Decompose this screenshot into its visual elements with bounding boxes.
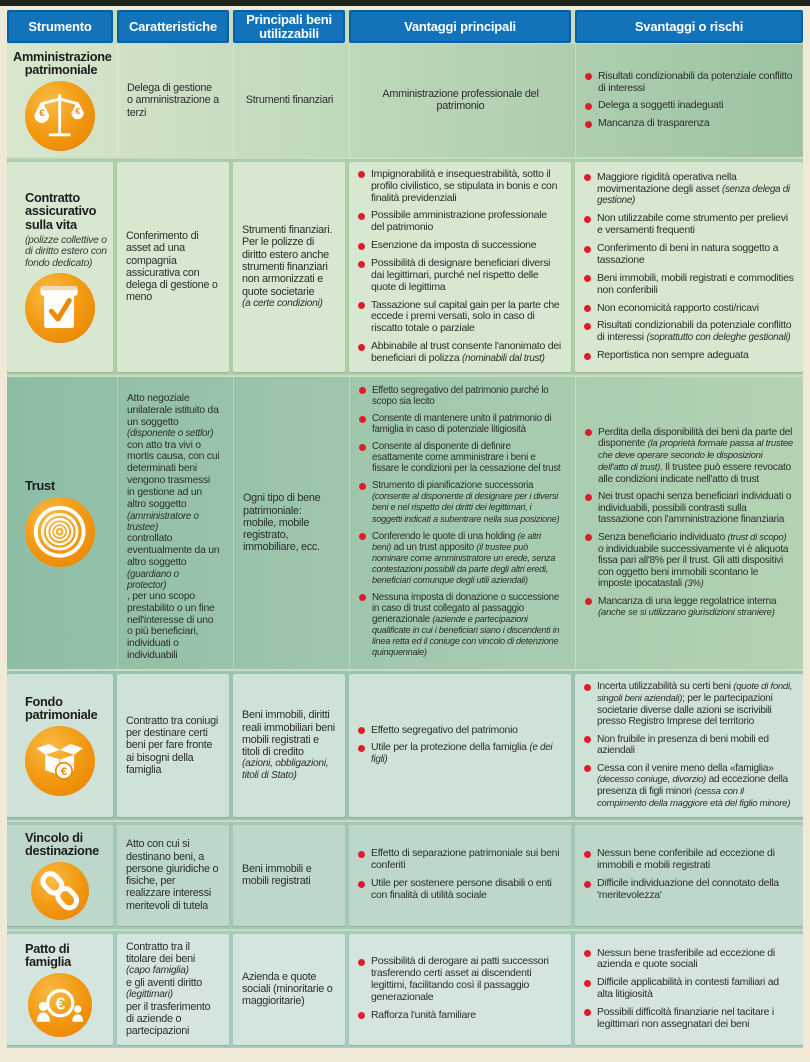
- svantaggi-cell: [575, 825, 803, 926]
- header-cell-beni: Principali beni utilizzabili: [233, 10, 345, 43]
- bullet-item: [584, 350, 794, 362]
- icon-badge: [25, 273, 95, 343]
- bullet-item: [584, 303, 794, 315]
- svantaggi-list: [584, 848, 794, 901]
- row-title: Vincolo di destinazione: [25, 829, 99, 859]
- bullet-text: Utile per la protezione della famiglia (e dei figli): [371, 741, 553, 766]
- icon-badge: [25, 497, 95, 567]
- bullet-dot: [359, 387, 366, 394]
- svantaggi-list: [584, 172, 794, 362]
- bullet-item: [584, 977, 794, 1001]
- row-vincolo-destinazione: [7, 822, 803, 929]
- bullet-item: [584, 1007, 794, 1031]
- bullet-item: [358, 240, 562, 252]
- open-box-euro-icon: [31, 732, 88, 789]
- bullet-item: [585, 71, 794, 95]
- bullet-dot: [584, 353, 591, 360]
- bullet-text: Mancanza di trasparenza: [598, 117, 710, 130]
- bullet-text: Difficile individuazione del connotato della 'meritevolezza': [597, 877, 779, 902]
- bottom-margin-strip: [0, 1048, 810, 1062]
- svg-text:€: €: [75, 106, 81, 117]
- bullet-text: Effetto segregativo del patrimonio purché lo scopo sia lecito: [372, 384, 549, 407]
- strumento-cell: [7, 162, 113, 372]
- bullet-item: [585, 100, 794, 112]
- svg-text:€: €: [61, 766, 68, 779]
- strumento-cell: [7, 377, 113, 669]
- bullet-dot: [359, 594, 366, 601]
- bullet-dot: [585, 103, 592, 110]
- bullet-item: [358, 1010, 562, 1022]
- bullet-dot: [585, 494, 592, 501]
- vantaggi-list: [358, 848, 562, 901]
- row-subtitle: (polizze collettive o di diritto estero con fondo dedicato): [25, 235, 107, 269]
- row-title: Patto di famiglia: [25, 940, 71, 970]
- bullet-text: Risultati condizionabili da potenziale conflitto di interessi (soprattutto con deleghe gestionali): [597, 319, 792, 344]
- bullet-text: Perdita della disponibilità dei beni da parte del disponente (la proprietà formale passa al trustee che deve operare secondo le disposizioni dell'atto di trust). Il trustee può essere revocato alle condizioni indicate nell'atto di trust: [598, 426, 793, 485]
- bullet-text: Beni immobili, mobili registrati e commodities non conferibili: [597, 271, 794, 296]
- bullet-text: Non fruibile in presenza di beni mobili ed aziendali: [597, 733, 769, 757]
- bullet-dot: [584, 980, 591, 987]
- bullet-dot: [359, 533, 366, 540]
- bullet-item: [585, 427, 794, 486]
- bullet-item: [359, 531, 562, 586]
- bullet-dot: [358, 213, 365, 220]
- vantaggi-list: [359, 385, 562, 658]
- scales-euro-icon: [31, 87, 88, 144]
- row-title: Amministrazione patrimoniale: [13, 49, 112, 78]
- bullet-text: Incerta utilizzabilità su certi beni (quote di fondi, singoli beni aziendali); per le partecipazioni societarie diverse dalle azioni se iscrivibili presso Registro Imprese del territorio: [597, 681, 793, 728]
- vantaggi-cell: [349, 825, 571, 926]
- header-cell-svantaggi: Svantaggi o rischi: [575, 10, 803, 43]
- bullet-item: [359, 413, 562, 435]
- beni-cell: Azienda e quote sociali (minoritarie o maggioritarie): [233, 934, 345, 1045]
- bullet-dot: [584, 216, 591, 223]
- vantaggi-list: [358, 169, 562, 365]
- bullet-text: Mancanza di una legge regolatrice interna (anche se si utilizzano giurisdizioni straniere): [598, 595, 777, 619]
- caratteristiche-cell: Contratto tra coniugi per destinare certi beni per fare fronte ai bisogni della famiglia: [117, 674, 229, 817]
- bullet-item: [358, 300, 562, 336]
- caratteristiche-cell: Conferimento di asset ad una compagnia assicurativa con delega di gestione o meno: [117, 162, 229, 372]
- bullet-dot: [584, 881, 591, 888]
- bullet-item: [359, 480, 562, 524]
- bullet-item: [358, 742, 562, 766]
- concentric-rings-icon: [31, 503, 88, 560]
- bullet-text: Effetto di separazione patrimoniale sui beni conferiti: [371, 847, 560, 872]
- bullet-dot: [584, 323, 591, 330]
- row-fondo-patrimoniale: [7, 671, 803, 820]
- icon-badge: [28, 973, 92, 1037]
- vantaggi-cell: [349, 934, 571, 1045]
- family-euro-icon: [34, 978, 86, 1030]
- bullet-dot: [584, 305, 591, 312]
- bullet-text: Consente di mantenere unito il patrimonio di famiglia in caso di potenziale litigiosità: [372, 413, 552, 436]
- bullet-text: Difficile applicabilità in contesti familiari ad alta litigiosità: [597, 976, 779, 1001]
- bullet-item: [584, 320, 794, 344]
- bullet-dot: [584, 174, 591, 181]
- bullet-dot: [584, 851, 591, 858]
- vantaggi-list: [358, 956, 562, 1021]
- bullet-dot: [584, 275, 591, 282]
- bullet-dot: [585, 598, 592, 605]
- bullet-dot: [358, 745, 365, 752]
- vantaggi-cell: [349, 162, 571, 372]
- bullet-item: [359, 441, 562, 474]
- bullet-item: [358, 725, 562, 737]
- beni-cell: Beni immobili e mobili registrati: [233, 825, 345, 926]
- bullet-dot: [358, 344, 365, 351]
- bullet-item: [359, 592, 562, 658]
- caratteristiche-cell: Delega di gestione o amministrazione a terzi: [117, 44, 229, 157]
- bullet-text: Effetto segregativo del patrimonio: [371, 723, 518, 736]
- bullet-text: Nessun bene trasferibile ad eccezione di azienda e quote sociali: [597, 946, 775, 971]
- bullet-item: [358, 258, 562, 294]
- bullet-item: [585, 118, 794, 130]
- bullet-text: Consente al disponente di definire esattamente come amministrare i beni e fissare le condizioni per la cessazione del trust: [372, 441, 561, 475]
- bullet-text: Utile per sostenere persone disabili o enti con finalità di utilità sociale: [371, 877, 552, 902]
- bullet-dot: [358, 881, 365, 888]
- bullet-text: Possibilità di derogare ai patti successori trasferendo certi asset ai discendenti legittimi, facilitando così il passaggio generazionale: [371, 955, 549, 1003]
- bullet-text: Abbinabile al trust consente l'anonimato dei beneficiari di polizza (nominabili dal trust): [371, 340, 561, 365]
- svantaggi-list: [584, 681, 794, 810]
- bullet-dot: [584, 950, 591, 957]
- header-cell-caratteristiche: Caratteristiche: [117, 10, 229, 43]
- bullet-text: Esenzione da imposta di successione: [371, 239, 537, 252]
- bullet-item: [584, 213, 794, 237]
- bullet-item: [359, 385, 562, 407]
- bullet-item: [584, 848, 794, 872]
- svantaggi-list: [585, 427, 794, 620]
- bullet-text: Nessun bene conferibile ad eccezione di immobili e mobili registrati: [597, 847, 775, 872]
- bullet-text: Possibile amministrazione professionale del patrimonio: [371, 209, 547, 234]
- bullet-dot: [359, 416, 366, 423]
- bullet-item: [358, 956, 562, 1003]
- bullet-dot: [359, 444, 366, 451]
- bullet-item: [584, 681, 794, 728]
- bullet-item: [584, 948, 794, 972]
- bullet-item: [358, 341, 562, 365]
- bullet-dot: [585, 121, 592, 128]
- bullet-text: Risultati condizionabili da potenziale conflitto di interessi: [598, 69, 793, 94]
- bullet-dot: [358, 302, 365, 309]
- bullet-text: Conferimento di beni in natura soggetto a tassazione: [597, 242, 779, 266]
- svantaggi-cell: [575, 377, 803, 669]
- bullet-text: Reportistica non sempre adeguata: [597, 349, 749, 362]
- bullet-text: Senza beneficiario individuato (trust di scopo) o individuabile successivamente vi è aliquota fissa pari all'8% per il trust. Gli atti dispositivi con oggetto beni immobili scontano le imposte ipocatastali (3%): [598, 531, 789, 590]
- bullet-item: [585, 491, 794, 526]
- bullet-item: [584, 172, 794, 208]
- svantaggi-list: [584, 948, 794, 1031]
- bullet-item: [358, 210, 562, 234]
- svantaggi-cell: [575, 674, 803, 817]
- caratteristiche-cell: Atto negoziale unilaterale istituito da un soggetto (disponente o settlor) con atto tra vivi o mortis causa, con cui determinati beni vengono trasmessi in gestione ad un altro soggetto (amministratore o trustee) controllato eventualmente da un altro soggetto (guardiano o protector) , per uno scopo prestabilito o un fine nell'interesse di uno o più beneficiari, individuati o individuabili: [117, 377, 229, 669]
- bullet-text: Nessuna imposta di donazione o successione in caso di trust collegato al passaggio generazionale (aziende e partecipazioni qualificate in cui i beneficiari siano i discendenti in linea retta ed il coniuge con vincolo di detenzione quinquennale): [372, 591, 560, 658]
- bullet-dot: [584, 736, 591, 743]
- svantaggi-list: [585, 71, 794, 130]
- bullet-text: Delega a soggetti inadeguati: [598, 99, 724, 112]
- bullet-dot: [584, 1009, 591, 1016]
- bullet-text: Nei trust opachi senza beneficiari individuati o individuabili, possibili contrasti sulla tassazione con l'amministrazione finanziaria: [598, 491, 792, 526]
- row-title: Contratto assicurativo sulla vita: [25, 190, 97, 232]
- vantaggi-cell: [349, 377, 571, 669]
- policy-check-icon: [31, 279, 88, 336]
- strumento-cell: [7, 674, 113, 817]
- vantaggi-cell: Amministrazione professionale del patrimonio: [349, 44, 571, 157]
- bullet-item: [358, 169, 562, 205]
- bullet-dot: [358, 261, 365, 268]
- bullet-text: Cessa con il venire meno della «famiglia» (decesso coniuge, divorzio) ad eccezione della presenza di figli minori (cessa con il compimento della maggiore età del figlio minore): [597, 762, 791, 809]
- bullet-item: [358, 878, 562, 902]
- caratteristiche-cell: Contratto tra il titolare dei beni (capo famiglia) e gli aventi diritto (legittimari) per il trasferimento di aziende o partecipazioni: [117, 934, 229, 1045]
- icon-badge: [25, 81, 95, 151]
- beni-cell: Beni immobili, diritti reali immobiliari beni mobili registrati e titoli di credito (azioni, obbligazioni, titoli di Stato): [233, 674, 345, 817]
- comparison-table: [7, 10, 803, 1048]
- bullet-item: [584, 243, 794, 267]
- beni-cell: Strumenti finanziari. Per le polizze di diritto estero anche strumenti finanziari non armonizzati e quote societarie (a certe condizioni): [233, 162, 345, 372]
- svantaggi-cell: [575, 934, 803, 1045]
- bullet-dot: [585, 534, 592, 541]
- chain-links-icon: [36, 867, 84, 915]
- bullet-dot: [585, 429, 592, 436]
- beni-cell: Strumenti finanziari: [233, 44, 345, 157]
- top-border-strip: [0, 0, 810, 6]
- bullet-text: Strumento di pianificazione successoria (consente al disponente di designare per i diversi beni e nel rispetto dei diritti dei legittimari, i soggetti indicati a subentrare nella sua posizione): [372, 480, 560, 524]
- icon-badge: [31, 862, 89, 920]
- bullet-text: Non utilizzabile come strumento per prelievi e versamenti frequenti: [597, 212, 788, 237]
- svg-text:€: €: [55, 993, 65, 1014]
- icon-badge: [25, 726, 95, 796]
- table-header-row: [7, 10, 803, 42]
- beni-cell: Ogni tipo di bene patrimoniale: mobile, mobile registrato, immobiliare, ecc.: [233, 377, 345, 669]
- strumento-cell: [7, 44, 113, 157]
- row-amministrazione-patrimoniale: [7, 44, 803, 157]
- bullet-text: Impignorabilità e insequestrabilità, sotto il profilo civilistico, se stipulata in bonis e con finalità previdenziali: [371, 167, 558, 204]
- bullet-item: [585, 596, 794, 619]
- bullet-dot: [358, 959, 365, 966]
- bullet-item: [584, 878, 794, 902]
- row-title: Fondo patrimoniale: [25, 693, 98, 723]
- bullet-text: Tassazione sul capital gain per la parte che eccede i premi versati, solo in caso di riscatto totale o parziale: [371, 298, 560, 335]
- svantaggi-cell: [575, 44, 803, 157]
- bullet-item: [358, 848, 562, 872]
- row-title: Trust: [25, 478, 55, 494]
- bullet-dot: [584, 765, 591, 772]
- bullet-dot: [584, 246, 591, 253]
- bullet-dot: [358, 851, 365, 858]
- bullet-item: [584, 734, 794, 757]
- bullet-text: Possibilità di designare beneficiari diversi dai legittimari, purché nel rispetto delle quote di legittima: [371, 257, 551, 293]
- bullet-dot: [359, 483, 366, 490]
- bullet-dot: [358, 1012, 365, 1019]
- header-cell-strumento: Strumento: [7, 10, 113, 43]
- strumento-cell: [7, 825, 113, 926]
- bullet-item: [584, 763, 794, 810]
- bullet-text: Rafforza l'unità familiare: [371, 1008, 476, 1021]
- row-trust: [7, 377, 803, 669]
- svantaggi-cell: [575, 162, 803, 372]
- bullet-dot: [358, 171, 365, 178]
- bullet-dot: [585, 73, 592, 80]
- svg-text:€: €: [39, 108, 45, 120]
- caratteristiche-cell: Atto con cui si destinano beni, a persone giuridiche o fisiche, per realizzare interessi meritevoli di tutela: [117, 825, 229, 926]
- bullet-dot: [358, 727, 365, 734]
- row-contratto-assicurativo: [7, 159, 803, 375]
- bullet-item: [585, 532, 794, 590]
- bullet-text: Maggiore rigidità operativa nella movimentazione degli asset (senza delega di gestione): [597, 170, 790, 207]
- vantaggi-list: [358, 725, 562, 767]
- vantaggi-cell: [349, 674, 571, 817]
- bullet-item: [584, 273, 794, 297]
- header-cell-vantaggi: Vantaggi principali: [349, 10, 571, 43]
- bullet-text: Possibili difficoltà finanziarie nel tacitare i legittimari non assegnatari dei beni: [597, 1005, 774, 1030]
- bullet-text: Non economicità rapporto costi/ricavi: [597, 301, 759, 314]
- bullet-dot: [358, 243, 365, 250]
- bullet-dot: [584, 684, 591, 691]
- bullet-text: Conferendo le quote di una holding (e altri beni) ad un trust apposito (il trustee può nominare come amministratore un erede, senza contestazioni possibili da parte degli altri eredi, beneficiari comunque degli utili aziendali): [372, 530, 556, 585]
- strumento-cell: [7, 934, 113, 1045]
- row-patto-di-famiglia: [7, 931, 803, 1048]
